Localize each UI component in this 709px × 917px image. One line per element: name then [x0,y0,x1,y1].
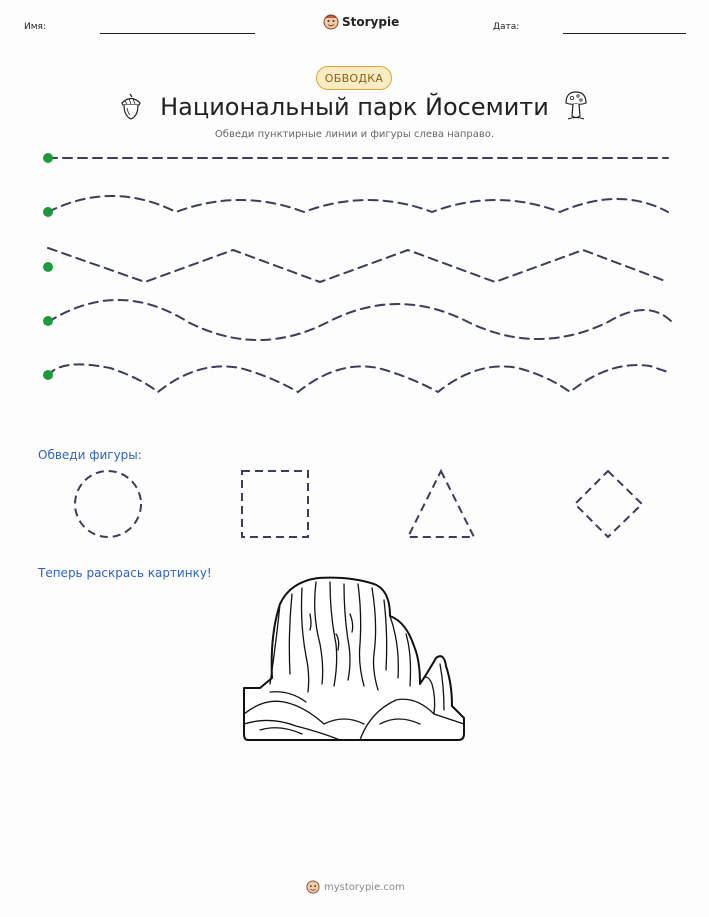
tracing-line-zigzag [48,248,668,282]
tracing-line-wave-2 [48,300,672,340]
date-label: Дата: [493,22,520,32]
storypie-logo-icon [306,880,320,894]
start-dot [43,207,53,217]
shape-circle [75,471,141,537]
footer-site[interactable]: mystorypie.com [324,881,405,893]
start-dot [43,262,53,272]
start-dot [43,316,53,326]
name-label: Имя: [24,22,46,32]
tracing-badge: ОБВОДКА [316,66,392,90]
tracing-line-wave-3 [48,364,668,392]
tracing-shapes[interactable] [0,460,709,550]
start-dot [43,153,53,163]
page-title: Национальный парк Йосемити [160,93,549,121]
instructions: Обведи пунктирные линии и фигуры слева направо. [214,129,495,140]
coloring-section-label: Теперь раскрась картинку! [38,566,212,580]
tracing-lines[interactable] [0,0,709,400]
rock-formation-picture[interactable] [240,574,470,746]
shape-triangle [408,471,474,537]
brand-name: Storypie [342,15,400,29]
shapes-section-label: Обведи фигуры: [38,448,142,462]
tracing-line-wave-1 [48,196,668,212]
shape-diamond [575,471,642,537]
start-dot [43,370,53,380]
shape-square [242,471,308,537]
footer [306,880,405,894]
